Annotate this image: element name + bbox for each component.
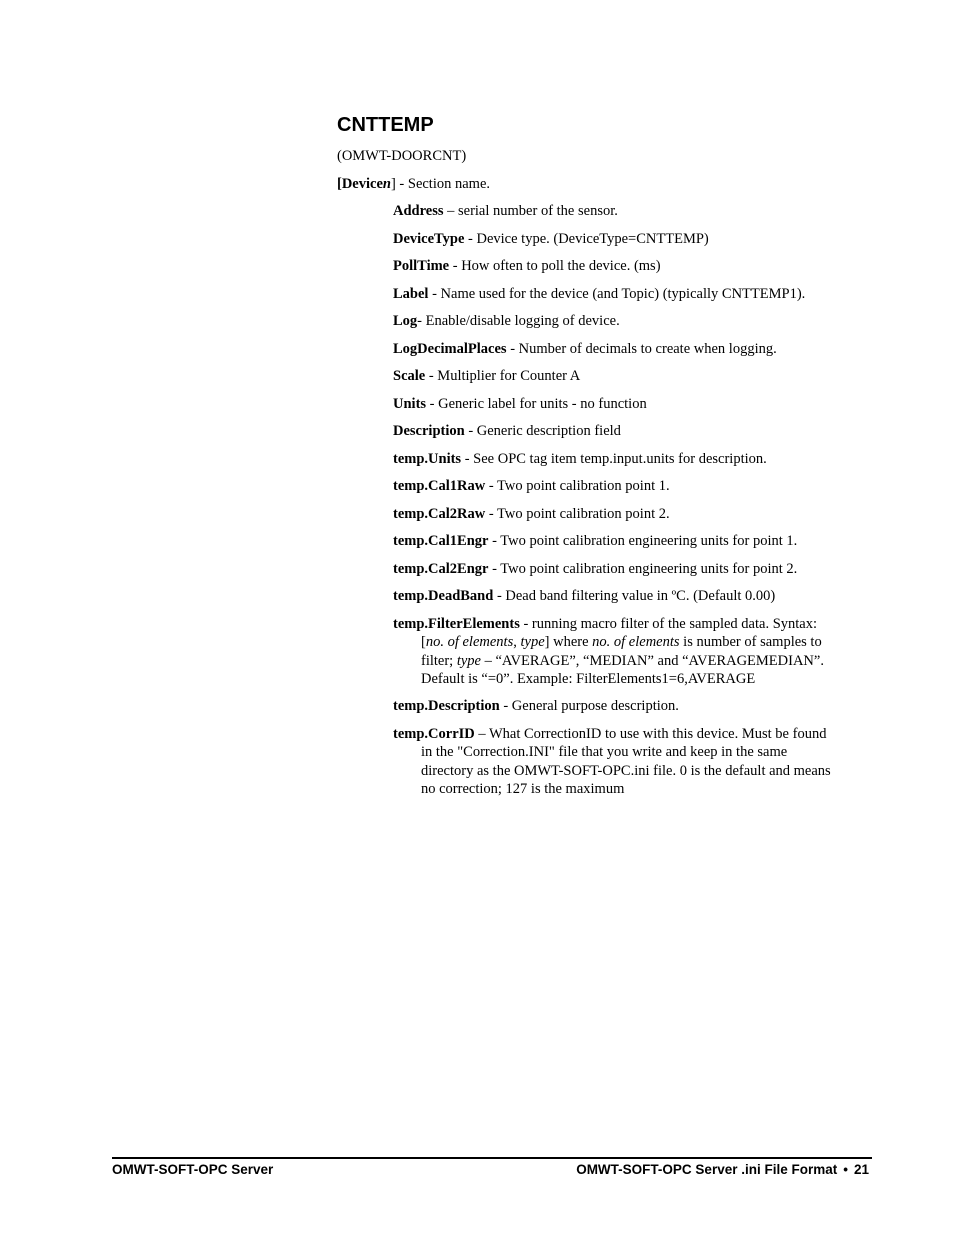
param-name: Address (393, 203, 444, 219)
param-name: temp.CorrID (393, 726, 475, 742)
corr-line-1 (393, 725, 871, 743)
param-name: PollTime (393, 258, 450, 274)
param-name: temp.Description (393, 698, 500, 714)
param-name: Units (393, 396, 427, 412)
section-heading: CNTTEMP (337, 114, 434, 136)
param-desc: - How often to poll the device. (ms) (449, 258, 661, 274)
param-name: temp.Cal1Raw (393, 478, 486, 494)
param-temp-deadband (393, 587, 775, 605)
filter-line-3 (393, 652, 871, 670)
param-temp-cal1raw (393, 477, 670, 495)
corr-line-2: in the "Correction.INI" file that you write and keep in the same (421, 744, 788, 761)
param-desc: - Two point calibration engineering units for point 2. (488, 561, 798, 577)
filter-text-2f: no. of elements (592, 634, 680, 651)
param-name: Description (393, 423, 465, 439)
param-temp-filterelements (393, 615, 871, 688)
param-address (393, 202, 618, 220)
param-desc: - Multiplier for Counter A (425, 368, 581, 384)
param-temp-units (393, 450, 767, 468)
param-name: temp.Units (393, 451, 462, 467)
filter-text-2g: is number of samples to (679, 634, 822, 651)
param-temp-description (393, 697, 679, 715)
param-name: Scale (393, 368, 426, 384)
filter-line-1 (393, 615, 871, 633)
device-var: n (382, 176, 391, 192)
footer-rule (112, 1157, 872, 1159)
param-desc: - Enable/disable logging of device. (417, 313, 620, 329)
param-desc: - General purpose description. (499, 698, 679, 714)
param-units (393, 395, 647, 413)
param-log (393, 312, 620, 330)
param-name: Label (393, 286, 429, 302)
filter-line-4: Default is “=0”. Example: FilterElements1=6,AVERAGE (421, 670, 756, 687)
filter-text-2a: [ (421, 634, 426, 651)
filter-text-1: - running macro filter of the sampled data. Syntax: (519, 616, 818, 632)
corr-line-3: directory as the OMWT-SOFT-OPC.ini file. 0 is the default and means (421, 762, 831, 779)
param-desc: - Two point calibration point 1. (485, 478, 670, 494)
device-section-key (337, 176, 391, 192)
param-name: temp.Cal2Engr (393, 561, 489, 577)
param-desc: - Dead band filtering value in ºC. (Default 0.00) (493, 588, 776, 604)
param-temp-cal2raw (393, 505, 670, 523)
param-name: temp.Cal1Engr (393, 533, 489, 549)
filter-text-2d: type (520, 634, 545, 651)
filter-text-3c: – “AVERAGE”, “MEDIAN” and “AVERAGEMEDIAN”. (481, 652, 824, 669)
param-temp-cal2engr (393, 560, 797, 578)
param-desc: - Two point calibration engineering units for point 1. (488, 533, 798, 549)
param-name: temp.FilterElements (393, 616, 520, 632)
filter-text-3b: type (456, 652, 481, 669)
footer-chapter: OMWT-SOFT-OPC Server .ini File Format (576, 1162, 838, 1177)
corr-text-1: – What CorrectionID to use with this device. Must be found (474, 726, 827, 742)
device-section-line (337, 175, 490, 193)
filter-text-2b: no. of elements (425, 634, 514, 651)
param-name: LogDecimalPlaces (393, 341, 507, 357)
param-name: Log (393, 313, 418, 329)
param-logdecimalplaces (393, 340, 777, 358)
param-desc: – serial number of the sensor. (443, 203, 618, 219)
param-devicetype (393, 230, 709, 248)
param-name: temp.Cal2Raw (393, 506, 486, 522)
filter-line-2 (393, 633, 871, 651)
param-temp-cal1engr (393, 532, 797, 550)
param-temp-corrid (393, 725, 871, 798)
page-number: 21 (853, 1162, 869, 1177)
param-polltime (393, 257, 661, 275)
param-scale (393, 367, 580, 385)
param-desc: - Number of decimals to create when logging. (506, 341, 777, 357)
param-desc: - Two point calibration point 2. (485, 506, 670, 522)
corr-line-4: no correction; 127 is the maximum (421, 780, 625, 797)
param-desc: - Generic description field (464, 423, 621, 439)
param-label (393, 285, 805, 303)
footer-left: OMWT-SOFT-OPC Server (112, 1162, 274, 1177)
param-desc: - Device type. (DeviceType=CNTTEMP) (464, 231, 709, 247)
filter-text-2e: ] where (544, 634, 593, 651)
param-name: DeviceType (393, 231, 465, 247)
filter-text-2c: , (513, 634, 521, 651)
param-name: temp.DeadBand (393, 588, 494, 604)
filter-text-3a: filter; (421, 652, 457, 669)
param-desc: - Generic label for units - no function (426, 396, 647, 412)
device-suffix: ] - Section name. (390, 176, 491, 192)
footer-bullet: • (843, 1162, 848, 1177)
param-desc: - See OPC tag item temp.input.units for description. (461, 451, 767, 467)
device-prefix: [Device (337, 176, 383, 192)
section-subtitle: (OMWT-DOORCNT) (337, 148, 467, 164)
param-desc: - Name used for the device (and Topic) (typically CNTTEMP1). (428, 286, 806, 302)
param-description (393, 422, 621, 440)
footer-right (576, 1162, 869, 1178)
